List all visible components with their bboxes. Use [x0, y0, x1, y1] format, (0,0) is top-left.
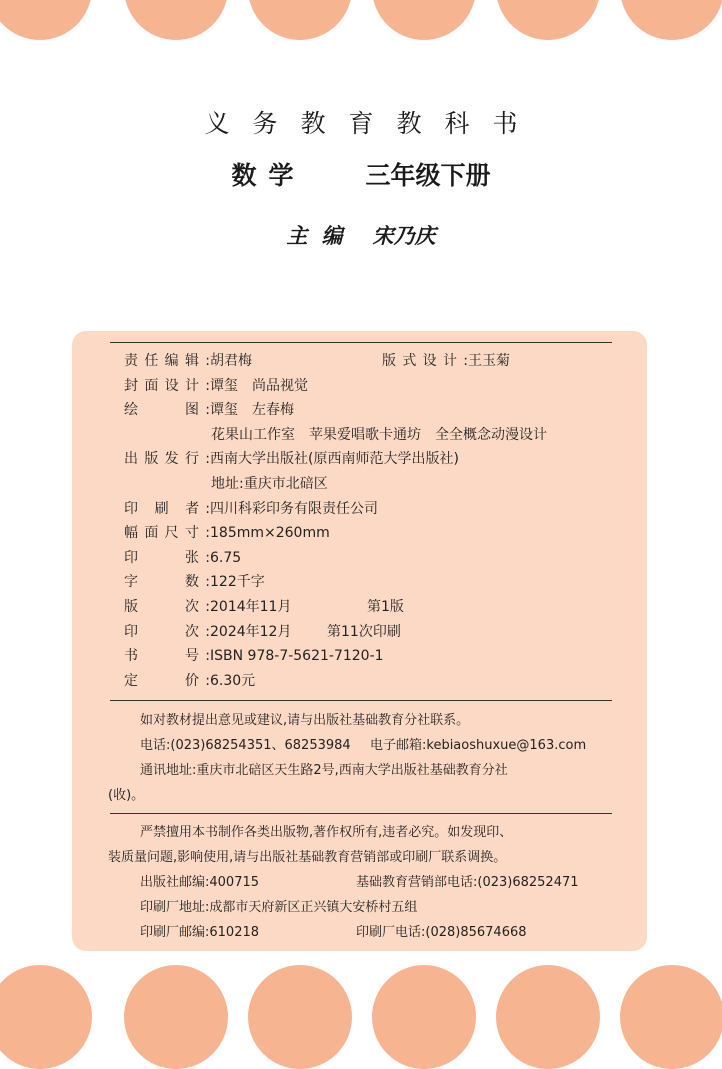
- editor-role: 主编: [286, 223, 357, 248]
- info-row: 责任编辑:胡君梅 版式设计:王玉菊: [124, 353, 510, 369]
- contact-section: 如对教材提出意见或建议,请与出版社基础教育分社联系。 电话:(023)68254351、68253984 电子邮箱:kebiaoshuxue@163.com 通讯地址:重庆市北碚区天生路2号,西南大学出版社基础教育分社 (收)。: [108, 713, 587, 803]
- info-row: 字 数:122千字: [124, 574, 265, 591]
- decorative-circle: [124, 0, 228, 40]
- info-row: 绘 图:谭玺 左春梅: [124, 402, 294, 419]
- decorative-circle: [124, 965, 228, 1069]
- info-row: 印 次:2024年12月 第11次印刷: [124, 623, 401, 640]
- book-title: [0, 156, 722, 192]
- decorative-circle: [496, 965, 600, 1069]
- decorative-circle: [248, 0, 352, 40]
- info-row: 定 价:6.30元: [124, 672, 256, 689]
- series-title: 义务教育教科书: [204, 109, 541, 138]
- divider: [110, 813, 612, 814]
- editor-name: 宋乃庆: [372, 223, 436, 248]
- notice-section: 严禁擅用本书制作各类出版物,著作权所有,违者必究。如发现印、 装质量问题,影响使用,请与出版社基础教育营销部或印刷厂联系调换。 出版社邮编:400715 基础教育营销部电话:(023)68252471 印刷厂地址:成都市天府新区正兴镇大安桥村五组 印刷厂邮编:610218 印刷厂电话:(028)85674668: [108, 825, 579, 940]
- decorative-circle: [372, 0, 476, 40]
- info-row: 印 张:6.75: [124, 549, 242, 566]
- info-row: 幅面尺寸:185mm×260mm: [124, 525, 330, 542]
- info-row: 封面设计:谭玺 尚品视觉: [124, 377, 308, 394]
- credits-list: [124, 349, 624, 693]
- decorative-circle: [372, 965, 476, 1069]
- chief-editor: [0, 220, 722, 250]
- grade: 三年级下册: [365, 161, 491, 190]
- decorative-circle: [248, 965, 352, 1069]
- divider: [110, 700, 612, 701]
- info-row: 地址:重庆市北碚区: [211, 475, 328, 492]
- decorative-circle: [620, 0, 722, 40]
- info-row: 印 刷 者:四川科彩印务有限责任公司: [124, 500, 378, 517]
- decorative-circle: [620, 965, 722, 1069]
- divider: [110, 342, 612, 343]
- info-row: 出版发行:西南大学出版社(原西南师范大学出版社): [124, 451, 459, 468]
- publication-info-card: [72, 331, 647, 951]
- decorative-circle: [0, 0, 92, 40]
- decorative-circle: [496, 0, 600, 40]
- subject: 数学: [231, 161, 306, 190]
- info-row: 书 号:ISBN 978-7-5621-7120-1: [124, 648, 384, 665]
- info-row: 花果山工作室 苹果爱唱歌卡通坊 全全概念动漫设计: [211, 426, 547, 443]
- decorative-circle: [0, 965, 92, 1069]
- info-row: 版 次:2014年11月 第1版: [124, 598, 404, 615]
